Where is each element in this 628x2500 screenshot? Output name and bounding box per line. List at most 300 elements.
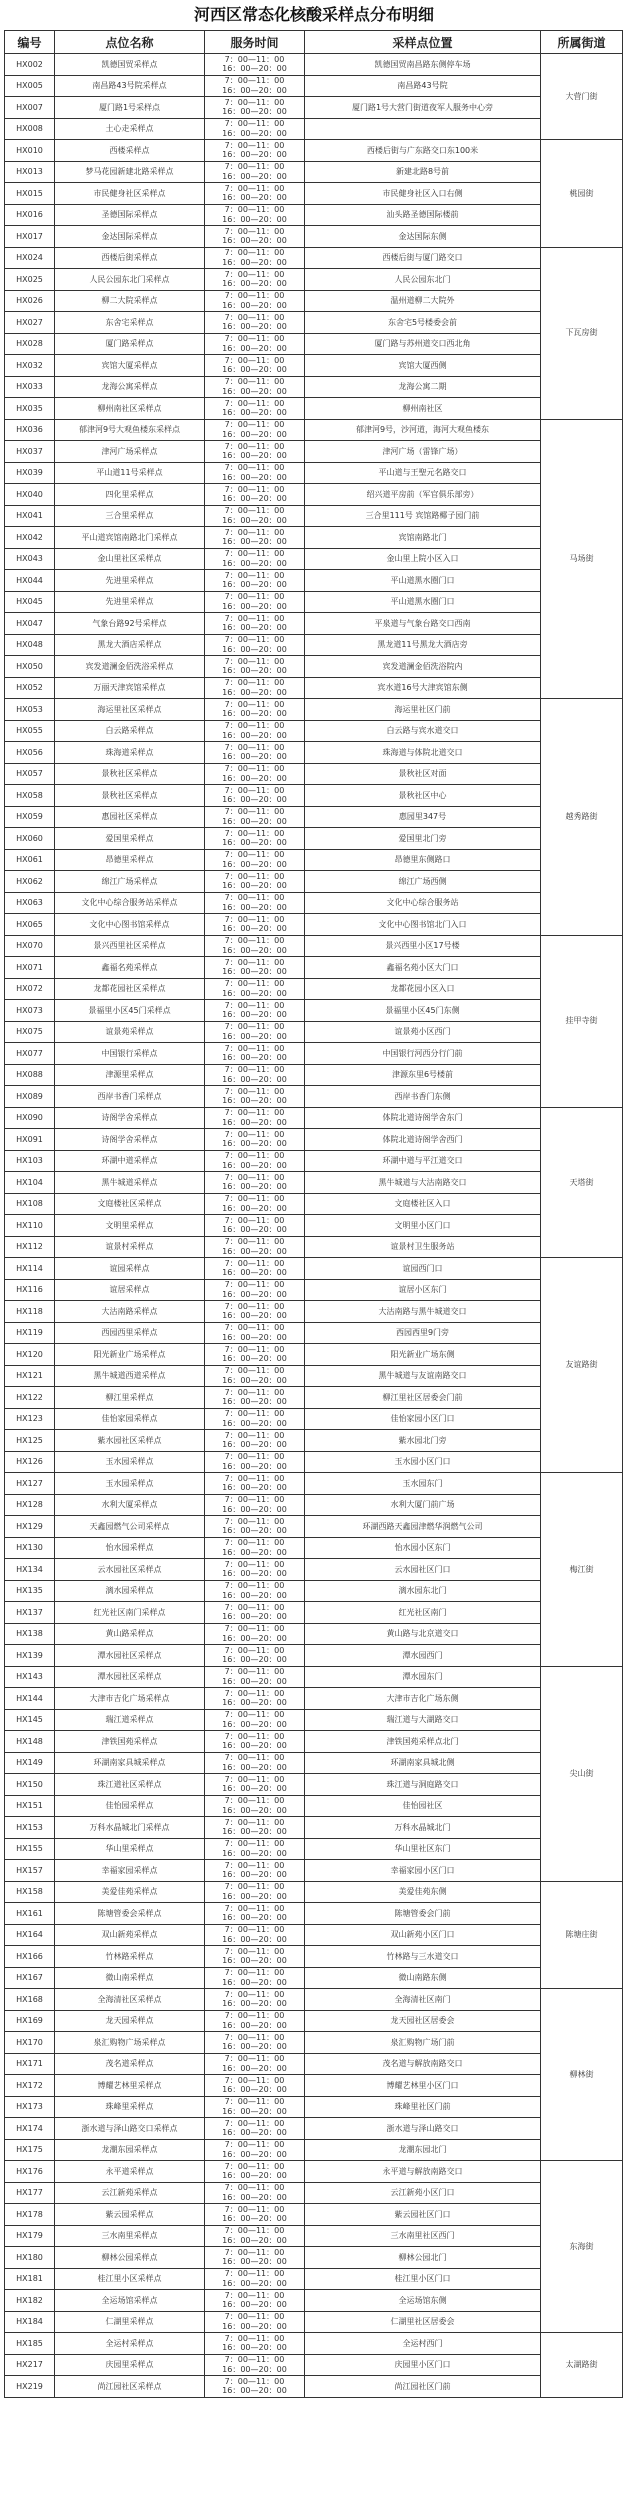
site-code: HX035 bbox=[5, 398, 55, 420]
service-time bbox=[205, 118, 305, 140]
site-code: HX217 bbox=[5, 2354, 55, 2376]
table-row bbox=[5, 1838, 623, 1860]
site-location: 珠江道与洞庭路交口 bbox=[305, 1774, 541, 1796]
service-time-evening: 16：00—20：00 bbox=[222, 1655, 287, 1665]
site-name: 环湖南家具城采样点 bbox=[55, 1752, 205, 1774]
site-location: 景兴西里小区17号楼 bbox=[305, 935, 541, 957]
service-time-evening: 16：00—20：00 bbox=[222, 2171, 287, 2181]
service-time-morning: 7：00—11：00 bbox=[224, 1946, 285, 1956]
service-time-morning: 7：00—11：00 bbox=[224, 1409, 285, 1419]
site-code: HX041 bbox=[5, 505, 55, 527]
service-time-evening: 16：00—20：00 bbox=[222, 1053, 287, 1063]
site-code: HX032 bbox=[5, 355, 55, 377]
service-time-morning: 7：00—11：00 bbox=[224, 291, 285, 301]
site-name: 茂名道采样点 bbox=[55, 2053, 205, 2075]
site-code: HX134 bbox=[5, 1559, 55, 1581]
service-time bbox=[205, 505, 305, 527]
table-row bbox=[5, 247, 623, 269]
service-time bbox=[205, 1000, 305, 1022]
service-time bbox=[205, 613, 305, 635]
site-location: 茂名道与解放南路交口 bbox=[305, 2053, 541, 2075]
service-time-evening: 16：00—20：00 bbox=[222, 859, 287, 869]
site-code: HX182 bbox=[5, 2290, 55, 2312]
site-location: 市民健身社区入口右侧 bbox=[305, 183, 541, 205]
table-row bbox=[5, 183, 623, 205]
site-name: 龙天园采样点 bbox=[55, 2010, 205, 2032]
table-row bbox=[5, 2354, 623, 2376]
table-row bbox=[5, 376, 623, 398]
street-name: 尖山街 bbox=[541, 1666, 623, 1881]
site-location: 金山里上院小区入口 bbox=[305, 548, 541, 570]
service-time-evening: 16：00—20：00 bbox=[222, 2042, 287, 2052]
site-location: 瑞江道与大湖路交口 bbox=[305, 1709, 541, 1731]
site-name: 谊园采样点 bbox=[55, 1258, 205, 1280]
service-time bbox=[205, 1043, 305, 1065]
table-row bbox=[5, 1451, 623, 1473]
service-time-evening: 16：00—20：00 bbox=[222, 1870, 287, 1880]
service-time-morning: 7：00—11：00 bbox=[224, 785, 285, 795]
table-row bbox=[5, 1645, 623, 1667]
service-time-morning: 7：00—11：00 bbox=[224, 1194, 285, 1204]
service-time-evening: 16：00—20：00 bbox=[222, 343, 287, 353]
service-time-evening: 16：00—20：00 bbox=[222, 1440, 287, 1450]
site-code: HX170 bbox=[5, 2032, 55, 2054]
table-row bbox=[5, 355, 623, 377]
service-time bbox=[205, 204, 305, 226]
site-code: HX056 bbox=[5, 742, 55, 764]
service-time-morning: 7：00—11：00 bbox=[224, 119, 285, 129]
site-name: 诗阁学舍采样点 bbox=[55, 1107, 205, 1129]
service-time bbox=[205, 1322, 305, 1344]
site-name: 紫水园社区采样点 bbox=[55, 1430, 205, 1452]
service-time bbox=[205, 570, 305, 592]
table-row bbox=[5, 1946, 623, 1968]
service-time bbox=[205, 226, 305, 248]
service-time-evening: 16：00—20：00 bbox=[222, 1461, 287, 1471]
site-location: 东舍宅5号楼委会前 bbox=[305, 312, 541, 334]
table-row bbox=[5, 2053, 623, 2075]
site-name: 爱国里采样点 bbox=[55, 828, 205, 850]
service-time-evening: 16：00—20：00 bbox=[222, 1698, 287, 1708]
site-location: 环湖南家具城北侧 bbox=[305, 1752, 541, 1774]
site-code: HX048 bbox=[5, 634, 55, 656]
service-time-morning: 7：00—11：00 bbox=[224, 1624, 285, 1634]
table-row bbox=[5, 161, 623, 183]
service-time-morning: 7：00—11：00 bbox=[224, 2011, 285, 2021]
site-location: 珠海道与体院北道交口 bbox=[305, 742, 541, 764]
site-location: 南昌路43号院 bbox=[305, 75, 541, 97]
service-time bbox=[205, 1279, 305, 1301]
site-name: 桂江里小区采样点 bbox=[55, 2268, 205, 2290]
site-code: HX185 bbox=[5, 2333, 55, 2355]
site-code: HX055 bbox=[5, 720, 55, 742]
site-name: 陈塘管委会采样点 bbox=[55, 1903, 205, 1925]
service-time bbox=[205, 1301, 305, 1323]
site-name: 平山道宾馆南路北门采样点 bbox=[55, 527, 205, 549]
site-code: HX024 bbox=[5, 247, 55, 269]
site-location: 华山里社区东门 bbox=[305, 1838, 541, 1860]
table-row bbox=[5, 1516, 623, 1538]
service-time-morning: 7：00—11：00 bbox=[224, 441, 285, 451]
site-name: 微山南采样点 bbox=[55, 1967, 205, 1989]
service-time-morning: 7：00—11：00 bbox=[224, 398, 285, 408]
street-name: 马场街 bbox=[541, 419, 623, 699]
service-time-morning: 7：00—11：00 bbox=[224, 2097, 285, 2107]
site-location: 全海清社区南门 bbox=[305, 1989, 541, 2011]
table-row bbox=[5, 1301, 623, 1323]
service-time-morning: 7：00—11：00 bbox=[224, 1495, 285, 1505]
service-time-morning: 7：00—11：00 bbox=[224, 1581, 285, 1591]
site-location: 人民公园东北门 bbox=[305, 269, 541, 291]
site-code: HX158 bbox=[5, 1881, 55, 1903]
site-name: 平山道11号采样点 bbox=[55, 462, 205, 484]
service-time-morning: 7：00—11：00 bbox=[224, 1258, 285, 1268]
site-location: 汕头路圣德国际楼前 bbox=[305, 204, 541, 226]
service-time bbox=[205, 419, 305, 441]
service-time-evening: 16：00—20：00 bbox=[222, 1956, 287, 1966]
site-location: 大沽南路与黑牛城道交口 bbox=[305, 1301, 541, 1323]
site-name: 龙都花园社区采样点 bbox=[55, 978, 205, 1000]
site-location: 鑫福名苑小区大门口 bbox=[305, 957, 541, 979]
site-location: 全运场馆东侧 bbox=[305, 2290, 541, 2312]
service-time bbox=[205, 1881, 305, 1903]
table-row bbox=[5, 2139, 623, 2161]
service-time bbox=[205, 1795, 305, 1817]
site-code: HX179 bbox=[5, 2225, 55, 2247]
service-time bbox=[205, 1817, 305, 1839]
table-row bbox=[5, 2096, 623, 2118]
site-name: 阳光新业广场采样点 bbox=[55, 1344, 205, 1366]
service-time-morning: 7：00—11：00 bbox=[224, 355, 285, 365]
site-location: 新建北路8号前 bbox=[305, 161, 541, 183]
site-name: 柳林公园采样点 bbox=[55, 2247, 205, 2269]
table-row bbox=[5, 634, 623, 656]
site-code: HX181 bbox=[5, 2268, 55, 2290]
service-time bbox=[205, 1967, 305, 1989]
service-time-morning: 7：00—11：00 bbox=[224, 1667, 285, 1677]
site-code: HX129 bbox=[5, 1516, 55, 1538]
site-code: HX045 bbox=[5, 591, 55, 613]
site-location: 红光社区南门 bbox=[305, 1602, 541, 1624]
site-code: HX174 bbox=[5, 2118, 55, 2140]
service-time-evening: 16：00—20：00 bbox=[222, 1590, 287, 1600]
service-time-evening: 16：00—20：00 bbox=[222, 1762, 287, 1772]
site-code: HX150 bbox=[5, 1774, 55, 1796]
site-name: 万丽天津宾馆采样点 bbox=[55, 677, 205, 699]
service-time-evening: 16：00—20：00 bbox=[222, 1375, 287, 1385]
site-location: 桂江里小区门口 bbox=[305, 2268, 541, 2290]
service-time bbox=[205, 1666, 305, 1688]
service-time-evening: 16：00—20：00 bbox=[222, 730, 287, 740]
site-code: HX116 bbox=[5, 1279, 55, 1301]
table-row bbox=[5, 1150, 623, 1172]
site-code: HX110 bbox=[5, 1215, 55, 1237]
site-name: 珠峰里采样点 bbox=[55, 2096, 205, 2118]
service-time-evening: 16：00—20：00 bbox=[222, 1827, 287, 1837]
site-name: 柳江里采样点 bbox=[55, 1387, 205, 1409]
site-code: HX167 bbox=[5, 1967, 55, 1989]
service-time-morning: 7：00—11：00 bbox=[224, 506, 285, 516]
service-time-morning: 7：00—11：00 bbox=[224, 76, 285, 86]
service-time-evening: 16：00—20：00 bbox=[222, 1225, 287, 1235]
service-time-morning: 7：00—11：00 bbox=[224, 1086, 285, 1096]
site-location: 景秋社区中心 bbox=[305, 785, 541, 807]
site-code: HX120 bbox=[5, 1344, 55, 1366]
service-time-evening: 16：00—20：00 bbox=[222, 988, 287, 998]
site-location: 微山南路东侧 bbox=[305, 1967, 541, 1989]
site-location: 佳怡家园小区门口 bbox=[305, 1408, 541, 1430]
site-location bbox=[305, 118, 541, 140]
site-name: 博耀艺林里采样点 bbox=[55, 2075, 205, 2097]
service-time-evening: 16：00—20：00 bbox=[222, 300, 287, 310]
site-name: 文庭楼社区采样点 bbox=[55, 1193, 205, 1215]
service-time-morning: 7：00—11：00 bbox=[224, 1000, 285, 1010]
service-time-evening: 16：00—20：00 bbox=[222, 1354, 287, 1364]
service-time-evening: 16：00—20：00 bbox=[222, 1311, 287, 1321]
table-row bbox=[5, 1537, 623, 1559]
street-name: 挂甲寺街 bbox=[541, 935, 623, 1107]
site-location: 西楼后街与广东路交口东100米 bbox=[305, 140, 541, 162]
table-row bbox=[5, 957, 623, 979]
site-name: 市民健身社区采样点 bbox=[55, 183, 205, 205]
site-location: 柳江里社区居委会门前 bbox=[305, 1387, 541, 1409]
service-time-evening: 16：00—20：00 bbox=[222, 967, 287, 977]
site-code: HX072 bbox=[5, 978, 55, 1000]
site-location: 三水南里社区西门 bbox=[305, 2225, 541, 2247]
service-time-evening: 16：00—20：00 bbox=[222, 687, 287, 697]
site-code: HX139 bbox=[5, 1645, 55, 1667]
service-time-morning: 7：00—11：00 bbox=[224, 1366, 285, 1376]
site-code: HX063 bbox=[5, 892, 55, 914]
service-time-evening: 16：00—20：00 bbox=[222, 408, 287, 418]
site-name: 津源里采样点 bbox=[55, 1064, 205, 1086]
site-code: HX090 bbox=[5, 1107, 55, 1129]
site-code: HX060 bbox=[5, 828, 55, 850]
service-time-evening: 16：00—20：00 bbox=[222, 214, 287, 224]
site-code: HX017 bbox=[5, 226, 55, 248]
service-time-evening: 16：00—20：00 bbox=[222, 1332, 287, 1342]
site-name: 诗阁学舍采样点 bbox=[55, 1129, 205, 1151]
service-time bbox=[205, 2161, 305, 2183]
service-time bbox=[205, 2268, 305, 2290]
service-time bbox=[205, 763, 305, 785]
header-street: 所属街道 bbox=[541, 31, 623, 54]
site-code: HX169 bbox=[5, 2010, 55, 2032]
service-time bbox=[205, 849, 305, 871]
site-name: 景福里小区45门采样点 bbox=[55, 1000, 205, 1022]
service-time-evening: 16：00—20：00 bbox=[222, 128, 287, 138]
service-time-evening: 16：00—20：00 bbox=[222, 2300, 287, 2310]
service-time-morning: 7：00—11：00 bbox=[224, 1129, 285, 1139]
service-time-evening: 16：00—20：00 bbox=[222, 451, 287, 461]
site-name: 龙潮东园采样点 bbox=[55, 2139, 205, 2161]
site-location: 爱国里北门旁 bbox=[305, 828, 541, 850]
service-time-evening: 16：00—20：00 bbox=[222, 558, 287, 568]
table-row bbox=[5, 1430, 623, 1452]
site-name: 云水园社区采样点 bbox=[55, 1559, 205, 1581]
service-time-evening: 16：00—20：00 bbox=[222, 1139, 287, 1149]
site-location: 仁湖里社区居委会 bbox=[305, 2311, 541, 2333]
street-name: 梅江街 bbox=[541, 1473, 623, 1667]
service-time bbox=[205, 54, 305, 76]
site-location: 平山道与王聖元名路交口 bbox=[305, 462, 541, 484]
table-row bbox=[5, 312, 623, 334]
table-row bbox=[5, 978, 623, 1000]
service-time-morning: 7：00—11：00 bbox=[224, 549, 285, 559]
site-location: 西园西里9门旁 bbox=[305, 1322, 541, 1344]
table-row bbox=[5, 1279, 623, 1301]
site-code: HX044 bbox=[5, 570, 55, 592]
site-code: HX088 bbox=[5, 1064, 55, 1086]
service-time bbox=[205, 1408, 305, 1430]
service-time-morning: 7：00—11：00 bbox=[224, 463, 285, 473]
service-time-morning: 7：00—11：00 bbox=[224, 871, 285, 881]
site-name: 西楼采样点 bbox=[55, 140, 205, 162]
site-location: 云江新苑小区门口 bbox=[305, 2182, 541, 2204]
service-time-morning: 7：00—11：00 bbox=[224, 1989, 285, 1999]
table-row bbox=[5, 1236, 623, 1258]
service-time-evening: 16：00—20：00 bbox=[222, 279, 287, 289]
table-row bbox=[5, 2118, 623, 2140]
service-time bbox=[205, 75, 305, 97]
site-location: 潭水园西门 bbox=[305, 1645, 541, 1667]
table-row bbox=[5, 935, 623, 957]
service-time bbox=[205, 1903, 305, 1925]
service-time-morning: 7：00—11：00 bbox=[224, 1538, 285, 1548]
service-time-morning: 7：00—11：00 bbox=[224, 1688, 285, 1698]
table-row bbox=[5, 656, 623, 678]
table-row bbox=[5, 2010, 623, 2032]
service-time-evening: 16：00—20：00 bbox=[222, 171, 287, 181]
site-code: HX137 bbox=[5, 1602, 55, 1624]
site-location: 黑牛城道与友谊南路交口 bbox=[305, 1365, 541, 1387]
table-row bbox=[5, 1989, 623, 2011]
site-location: 平泉道与气象台路交口西南 bbox=[305, 613, 541, 635]
service-time bbox=[205, 1064, 305, 1086]
site-name: 华山里采样点 bbox=[55, 1838, 205, 1860]
service-time-morning: 7：00—11：00 bbox=[224, 764, 285, 774]
service-time bbox=[205, 333, 305, 355]
site-name: 天鑫园燃气公司采样点 bbox=[55, 1516, 205, 1538]
service-time-morning: 7：00—11：00 bbox=[224, 2161, 285, 2171]
service-time-morning: 7：00—11：00 bbox=[224, 828, 285, 838]
service-time-evening: 16：00—20：00 bbox=[222, 2257, 287, 2267]
service-time-morning: 7：00—11：00 bbox=[224, 699, 285, 709]
site-name: 黄山路采样点 bbox=[55, 1623, 205, 1645]
service-time bbox=[205, 1430, 305, 1452]
table-row bbox=[5, 2075, 623, 2097]
site-name: 尚江园社区采样点 bbox=[55, 2376, 205, 2398]
site-code: HX077 bbox=[5, 1043, 55, 1065]
site-name: 宾馆大厦采样点 bbox=[55, 355, 205, 377]
service-time bbox=[205, 1924, 305, 1946]
site-name: 云江新苑采样点 bbox=[55, 2182, 205, 2204]
service-time-morning: 7：00—11：00 bbox=[224, 2140, 285, 2150]
table-row bbox=[5, 1580, 623, 1602]
site-location: 绵江广场西侧 bbox=[305, 871, 541, 893]
site-code: HX118 bbox=[5, 1301, 55, 1323]
service-time bbox=[205, 1129, 305, 1151]
table-row bbox=[5, 1967, 623, 1989]
site-location: 全运村西门 bbox=[305, 2333, 541, 2355]
table-row bbox=[5, 1193, 623, 1215]
site-code: HX073 bbox=[5, 1000, 55, 1022]
service-time bbox=[205, 161, 305, 183]
street-name: 天塔街 bbox=[541, 1107, 623, 1258]
service-time-evening: 16：00—20：00 bbox=[222, 1526, 287, 1536]
table-row bbox=[5, 806, 623, 828]
service-time-morning: 7：00—11：00 bbox=[224, 226, 285, 236]
site-code: HX153 bbox=[5, 1817, 55, 1839]
service-time bbox=[205, 376, 305, 398]
service-time-evening: 16：00—20：00 bbox=[222, 1784, 287, 1794]
table-row bbox=[5, 1215, 623, 1237]
site-name: 四化里采样点 bbox=[55, 484, 205, 506]
service-time bbox=[205, 892, 305, 914]
service-time-morning: 7：00—11：00 bbox=[224, 850, 285, 860]
table-row bbox=[5, 677, 623, 699]
table-row bbox=[5, 849, 623, 871]
service-time-evening: 16：00—20：00 bbox=[222, 1010, 287, 1020]
service-time bbox=[205, 1150, 305, 1172]
table-row bbox=[5, 1322, 623, 1344]
service-time-morning: 7：00—11：00 bbox=[224, 1344, 285, 1354]
service-time bbox=[205, 828, 305, 850]
service-time-evening: 16：00—20：00 bbox=[222, 537, 287, 547]
service-time-evening: 16：00—20：00 bbox=[222, 2278, 287, 2288]
site-location: 浙水道与泽山路交口 bbox=[305, 2118, 541, 2140]
table-row bbox=[5, 720, 623, 742]
site-location: 津河广场（雷锋广场） bbox=[305, 441, 541, 463]
site-name: 气象台路92号采样点 bbox=[55, 613, 205, 635]
site-location: 黑牛城道与大沽南路交口 bbox=[305, 1172, 541, 1194]
table-row bbox=[5, 1903, 623, 1925]
site-name: 景秋社区采样点 bbox=[55, 763, 205, 785]
service-time-evening: 16：00—20：00 bbox=[222, 795, 287, 805]
service-time-evening: 16：00—20：00 bbox=[222, 1913, 287, 1923]
site-location: 潭水园东门 bbox=[305, 1666, 541, 1688]
service-time bbox=[205, 1580, 305, 1602]
site-code: HX112 bbox=[5, 1236, 55, 1258]
site-name: 双山新苑采样点 bbox=[55, 1924, 205, 1946]
service-time-evening: 16：00—20：00 bbox=[222, 601, 287, 611]
site-code: HX005 bbox=[5, 75, 55, 97]
table-row bbox=[5, 1043, 623, 1065]
service-time bbox=[205, 2139, 305, 2161]
service-time bbox=[205, 441, 305, 463]
service-time-evening: 16：00—20：00 bbox=[222, 752, 287, 762]
street-name: 柳林街 bbox=[541, 1989, 623, 2161]
service-time-morning: 7：00—11：00 bbox=[224, 2269, 285, 2279]
site-name: 柳州南社区采样点 bbox=[55, 398, 205, 420]
site-name: 鑫福名苑采样点 bbox=[55, 957, 205, 979]
site-location: 玉水园小区门口 bbox=[305, 1451, 541, 1473]
table-row bbox=[5, 118, 623, 140]
service-time-morning: 7：00—11：00 bbox=[224, 1731, 285, 1741]
service-time-evening: 16：00—20：00 bbox=[222, 193, 287, 203]
table-row bbox=[5, 462, 623, 484]
table-row bbox=[5, 290, 623, 312]
service-time-evening: 16：00—20：00 bbox=[222, 2321, 287, 2331]
service-time bbox=[205, 2376, 305, 2398]
table-row bbox=[5, 226, 623, 248]
site-name: 津铁国苑采样点 bbox=[55, 1731, 205, 1753]
header-time: 服务时间 bbox=[205, 31, 305, 54]
service-time-evening: 16：00—20：00 bbox=[222, 1418, 287, 1428]
service-time-evening: 16：00—20：00 bbox=[222, 429, 287, 439]
table-row bbox=[5, 2290, 623, 2312]
table-row bbox=[5, 441, 623, 463]
